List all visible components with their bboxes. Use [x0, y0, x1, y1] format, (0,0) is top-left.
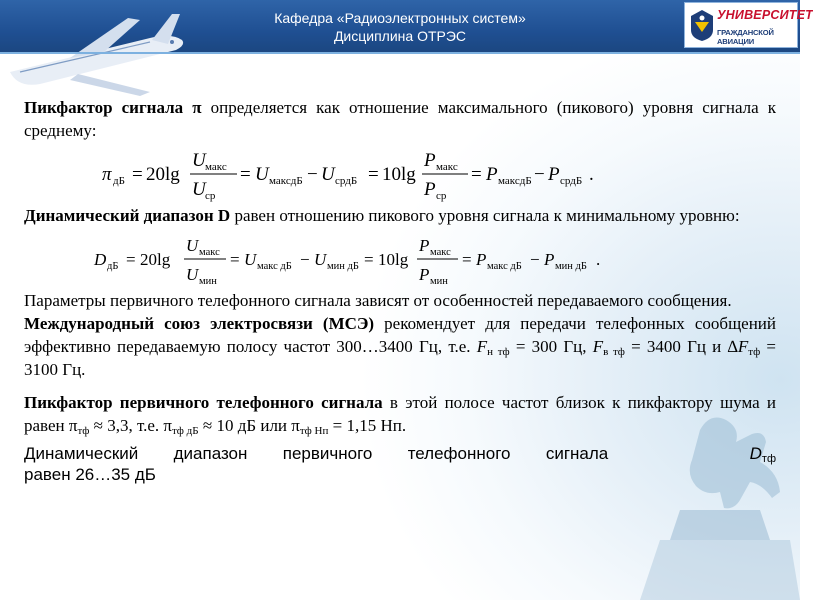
svg-text:мин: мин [199, 276, 217, 287]
paragraph-telephone-peak-factor: Пикфактор первичного телефонного сигнала в этой полосе частот близок к пикфактору шума и равен $\pi_{тф} \approx 3,3$, т.е. $\pi_{тф дБ} \approx 10$ дБ или $\pi_{тф Нп} = 1,15$ Нп. [24, 393, 776, 437]
svg-text:−: − [300, 250, 310, 269]
svg-text:ср: ср [205, 190, 216, 202]
svg-text:макс: макс [199, 247, 220, 258]
svg-text:мин дБ: мин дБ [555, 261, 587, 272]
svg-text:дБ: дБ [113, 175, 125, 187]
svg-text:π: π [102, 164, 112, 185]
svg-text:.: . [589, 164, 594, 185]
university-logo [684, 2, 813, 48]
svg-text:10lg: 10lg [378, 250, 409, 269]
svg-text:U: U [255, 164, 269, 185]
svg-text:D: D [94, 250, 107, 269]
svg-text:20lg: 20lg [146, 164, 180, 185]
svg-text:=: = [132, 164, 143, 185]
svg-text:срдБ: срдБ [335, 175, 358, 187]
svg-text:P: P [424, 179, 436, 200]
discipline-title: Дисциплина ОТРЭС [333, 28, 467, 44]
header-underline [0, 52, 800, 54]
svg-text:U: U [314, 250, 327, 269]
svg-text:максдБ: максдБ [269, 175, 303, 187]
svg-text:=: = [368, 164, 379, 185]
slide-header [0, 0, 813, 54]
slide-content [24, 96, 776, 485]
svg-text:срдБ: срдБ [560, 175, 583, 187]
svg-text:=: = [126, 250, 136, 269]
formula-peak-factor [24, 144, 776, 202]
svg-text:P: P [419, 236, 430, 255]
svg-text:P: P [419, 265, 430, 284]
paragraph-itu-recommendation: Международный союз электросвязи (МСЭ) рекомендует для передачи телефонных сообщений эффективно передаваемую полосу частот 300…3400 Гц, т.е. $F_{н тф} = 300$ Гц, $F_{в тф} = 3400$ Гц и $\Delta F_{тф} = 3100$ Гц. [24, 314, 777, 379]
svg-text:мин: мин [430, 276, 448, 287]
airplane-icon [0, 0, 240, 100]
svg-text:макс дБ: макс дБ [487, 261, 522, 272]
paragraph-signal-parameters: Параметры первичного телефонного сигнала зависят от особенностей передаваемого сообщения. [24, 291, 732, 310]
svg-text:20lg: 20lg [140, 250, 171, 269]
svg-text:=: = [230, 250, 240, 269]
svg-text:U: U [321, 164, 335, 185]
svg-text:ср: ср [436, 190, 447, 202]
svg-text:=: = [364, 250, 374, 269]
svg-text:−: − [534, 164, 545, 185]
svg-text:=: = [471, 164, 482, 185]
svg-text:U: U [244, 250, 257, 269]
paragraph-telephone-dynamic-range: Динамический диапазон первичного телефонного сигнала $D_{тф}$ равен 26…35 дБ [24, 444, 776, 484]
svg-text:макс: макс [436, 161, 458, 173]
svg-text:P: P [424, 150, 436, 171]
department-title: Кафедра «Радиоэлектронных систем» [274, 10, 526, 26]
svg-text:.: . [596, 250, 601, 269]
svg-text:мин дБ: мин дБ [327, 261, 359, 272]
svg-text:P: P [476, 250, 487, 269]
svg-text:макс: макс [205, 161, 227, 173]
paragraph-dynamic-range: Динамический диапазон D равен отношению пикового уровня сигнала к минимальному уровню: [24, 206, 740, 225]
svg-text:U: U [186, 236, 199, 255]
svg-text:P: P [548, 164, 560, 185]
svg-text:P: P [486, 164, 498, 185]
svg-text:U: U [186, 265, 199, 284]
svg-text:максдБ: максдБ [498, 175, 532, 187]
formula-dynamic-range [24, 229, 776, 287]
svg-text:макс: макс [430, 247, 451, 258]
paragraph-peak-factor: Пикфактор сигнала π определяется как отношение максимального (пикового) уровня сигнала к среднему: [24, 98, 776, 140]
logo-title: УНИВЕРСИТЕТ [717, 8, 813, 22]
logo-subtitle: ГРАЖДАНСКОЙ АВИАЦИИ [717, 28, 774, 46]
svg-text:U: U [192, 150, 206, 171]
svg-text:макс дБ: макс дБ [257, 261, 292, 272]
svg-text:P: P [544, 250, 555, 269]
svg-text:−: − [530, 250, 540, 269]
svg-text:U: U [192, 179, 206, 200]
emblem-icon [689, 8, 715, 42]
svg-text:дБ: дБ [107, 261, 119, 272]
svg-text:=: = [462, 250, 472, 269]
svg-text:=: = [240, 164, 251, 185]
svg-text:10lg: 10lg [382, 164, 416, 185]
svg-text:−: − [307, 164, 318, 185]
